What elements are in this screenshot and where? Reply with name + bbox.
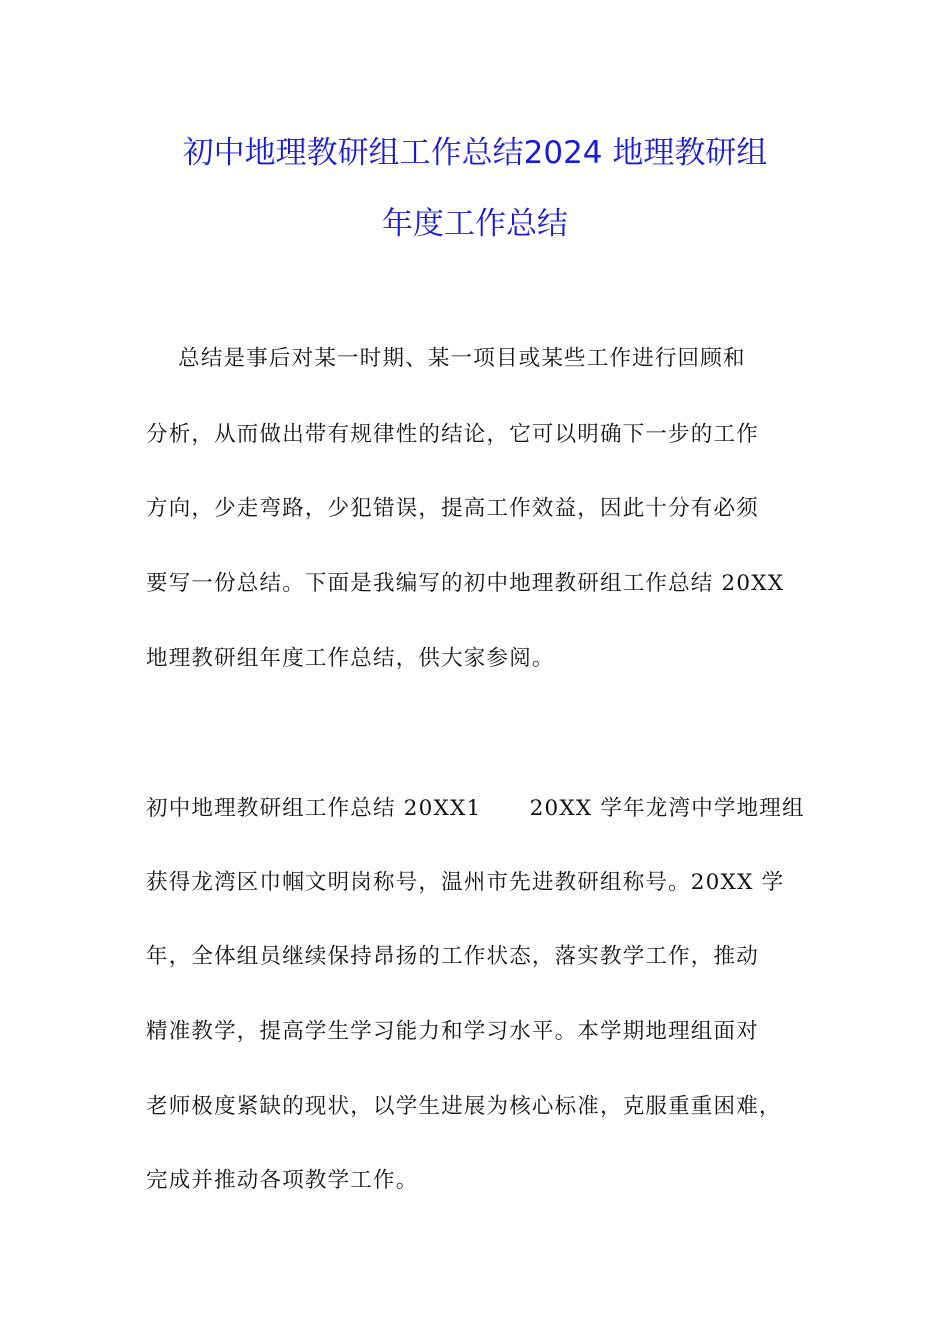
paragraph-2-line: 初中地理教研组工作总结 20XX1 20XX 学年龙湾中学地理组 [146, 796, 805, 821]
paragraph-1-line: 地理教研组年度工作总结，供大家参阅。 [146, 646, 555, 671]
paragraph-1-line: 要写一份总结。下面是我编写的初中地理教研组工作总结 20XX [146, 571, 785, 596]
paragraph-2-line: 年，全体组员继续保持昂扬的工作状态，落实教学工作，推动 [146, 944, 759, 969]
paragraph-1-line: 方向，少走弯路，少犯错误，提高工作效益，因此十分有必须 [146, 496, 759, 521]
paragraph-2-line: 老师极度紧缺的现状，以学生进展为核心标准，克服重重困难， [146, 1094, 782, 1119]
paragraph-1-line: 总结是事后对某一时期、某一项目或某些工作进行回顾和 [146, 346, 746, 371]
paragraph-2-line: 获得龙湾区巾帼文明岗称号，温州市先进教研组称号。20XX 学 [146, 870, 785, 895]
paragraph-2-line: 精准教学，提高学生学习能力和学习水平。本学期地理组面对 [146, 1019, 759, 1044]
document-title-line-2: 年度工作总结 [382, 206, 568, 242]
paragraph-2-line: 完成并推动各项教学工作。 [146, 1168, 419, 1193]
paragraph-1-line: 分析，从而做出带有规律性的结论，它可以明确下一步的工作 [146, 422, 759, 447]
document-title-line-1: 初中地理教研组工作总结2024 地理教研组 [182, 135, 768, 171]
